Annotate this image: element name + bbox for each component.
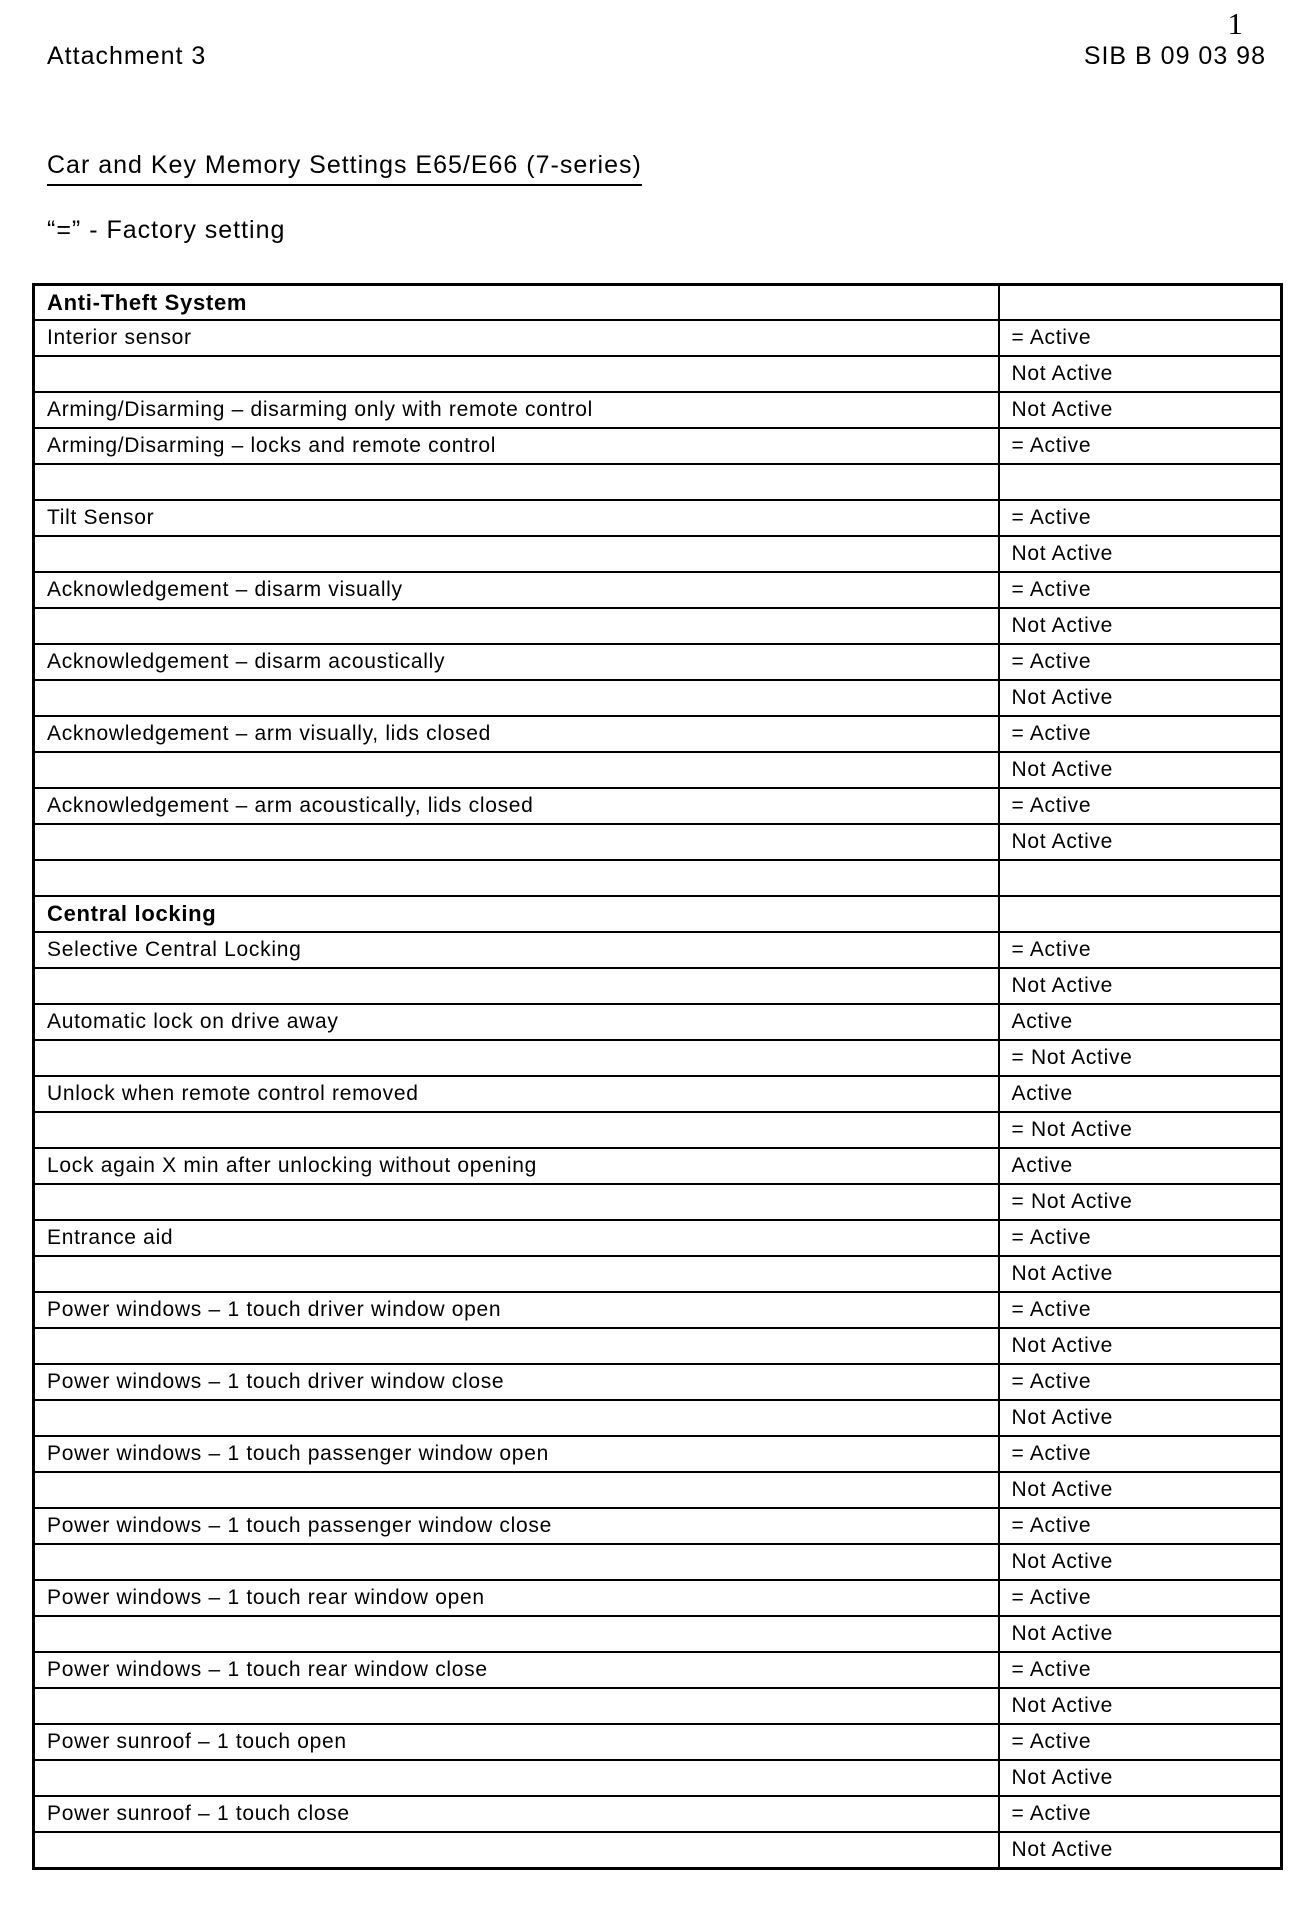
setting-label: Acknowledgement – disarm visually [34,572,999,608]
setting-row [34,536,1282,572]
setting-label: Power windows – 1 touch rear window close [34,1652,999,1688]
setting-value: Not Active [999,356,1282,392]
setting-row [34,1508,1282,1544]
setting-value: Not Active [999,1328,1282,1364]
setting-row [34,572,1282,608]
setting-label [34,1400,999,1436]
setting-value: = Active [999,320,1282,356]
setting-label [34,608,999,644]
setting-label [34,464,999,500]
section-header-row [34,284,1282,320]
setting-row [34,428,1282,464]
setting-row [34,752,1282,788]
setting-label: Selective Central Locking [34,932,999,968]
setting-row [34,356,1282,392]
setting-value: Not Active [999,752,1282,788]
setting-row [34,1004,1282,1040]
setting-label [34,536,999,572]
setting-row [34,500,1282,536]
setting-row [34,1184,1282,1220]
setting-row [34,464,1282,500]
setting-value: Not Active [999,536,1282,572]
setting-row [34,644,1282,680]
setting-row [34,824,1282,860]
setting-label: Lock again X min after unlocking without opening [34,1148,999,1184]
setting-value: = Active [999,1580,1282,1616]
setting-label: Unlock when remote control removed [34,1076,999,1112]
setting-row [34,1652,1282,1688]
setting-value: = Active [999,644,1282,680]
setting-value: Not Active [999,1472,1282,1508]
setting-row [34,968,1282,1004]
document-header [47,42,1266,71]
setting-value: = Active [999,500,1282,536]
setting-value: = Active [999,1364,1282,1400]
settings-table-body [34,284,1282,1868]
attachment-label: Attachment 3 [47,42,207,70]
setting-label [34,752,999,788]
setting-value [999,284,1282,320]
setting-value: Not Active [999,1544,1282,1580]
setting-label [34,1184,999,1220]
setting-row [34,1472,1282,1508]
setting-value: Not Active [999,1400,1282,1436]
setting-value [999,896,1282,932]
setting-row [34,1076,1282,1112]
setting-label [34,860,999,896]
setting-value: Not Active [999,1832,1282,1868]
setting-value: = Active [999,1724,1282,1760]
setting-value: Not Active [999,608,1282,644]
setting-label: Power windows – 1 touch passenger window open [34,1436,999,1472]
setting-value: = Active [999,428,1282,464]
setting-label: Acknowledgement – arm visually, lids closed [34,716,999,752]
setting-row [34,1112,1282,1148]
factory-setting-legend: “=” - Factory setting [47,215,286,244]
setting-label: Entrance aid [34,1220,999,1256]
setting-label: Automatic lock on drive away [34,1004,999,1040]
setting-value: Not Active [999,968,1282,1004]
setting-label: Arming/Disarming – locks and remote control [34,428,999,464]
setting-row [34,1292,1282,1328]
setting-value: = Not Active [999,1184,1282,1220]
setting-row [34,1364,1282,1400]
setting-label [34,1256,999,1292]
setting-label [34,1544,999,1580]
setting-value: = Active [999,1652,1282,1688]
setting-value: = Not Active [999,1040,1282,1076]
setting-label [34,1616,999,1652]
setting-row [34,608,1282,644]
setting-label [34,356,999,392]
setting-value: Active [999,1004,1282,1040]
setting-row [34,1688,1282,1724]
setting-row [34,1256,1282,1292]
setting-label [34,1760,999,1796]
section-header-row [34,896,1282,932]
setting-value: Not Active [999,680,1282,716]
setting-label: Tilt Sensor [34,500,999,536]
section-title: Anti-Theft System [34,284,999,320]
setting-value: Not Active [999,824,1282,860]
setting-value: Not Active [999,1256,1282,1292]
setting-label: Power windows – 1 touch driver window open [34,1292,999,1328]
setting-label: Interior sensor [34,320,999,356]
setting-value: = Active [999,572,1282,608]
setting-label [34,1688,999,1724]
setting-label: Acknowledgement – arm acoustically, lids closed [34,788,999,824]
setting-label [34,680,999,716]
setting-label: Power windows – 1 touch driver window close [34,1364,999,1400]
setting-value: = Active [999,1508,1282,1544]
setting-value: Active [999,1076,1282,1112]
setting-value: Not Active [999,1760,1282,1796]
setting-row [34,1760,1282,1796]
setting-row [34,860,1282,896]
settings-table [32,283,1283,1870]
setting-label: Power sunroof – 1 touch open [34,1724,999,1760]
setting-value [999,860,1282,896]
setting-label: Arming/Disarming – disarming only with remote control [34,392,999,428]
setting-value: Not Active [999,1688,1282,1724]
page-number: 1 [1227,6,1243,41]
setting-label: Power sunroof – 1 touch close [34,1796,999,1832]
setting-row [34,1616,1282,1652]
setting-value: Not Active [999,392,1282,428]
setting-label [34,1472,999,1508]
sib-reference: SIB B 09 03 98 [1083,42,1266,70]
setting-value: = Active [999,1292,1282,1328]
setting-row [34,1796,1282,1832]
setting-label: Power windows – 1 touch rear window open [34,1580,999,1616]
setting-row [34,1436,1282,1472]
setting-value: Not Active [999,1616,1282,1652]
setting-value: = Not Active [999,1112,1282,1148]
setting-row [34,1040,1282,1076]
setting-row [34,320,1282,356]
setting-label [34,1328,999,1364]
setting-row [34,1544,1282,1580]
setting-label [34,1112,999,1148]
setting-row [34,716,1282,752]
setting-row [34,788,1282,824]
setting-label: Acknowledgement – disarm acoustically [34,644,999,680]
setting-label [34,968,999,1004]
setting-row [34,1400,1282,1436]
setting-row [34,1724,1282,1760]
setting-row [34,1328,1282,1364]
setting-row [34,932,1282,968]
setting-label [34,824,999,860]
setting-value: = Active [999,1220,1282,1256]
setting-label [34,1040,999,1076]
setting-row [34,1832,1282,1868]
document-title-wrap [47,151,1312,186]
setting-value [999,464,1282,500]
setting-row [34,680,1282,716]
setting-value: = Active [999,1436,1282,1472]
setting-value: Active [999,1148,1282,1184]
setting-label [34,1832,999,1868]
setting-row [34,1580,1282,1616]
section-title: Central locking [34,896,999,932]
setting-label: Power windows – 1 touch passenger window close [34,1508,999,1544]
document-title: Car and Key Memory Settings E65/E66 (7-series) [47,151,642,186]
setting-row [34,1220,1282,1256]
setting-value: = Active [999,788,1282,824]
setting-value: = Active [999,1796,1282,1832]
setting-row [34,1148,1282,1184]
setting-row [34,392,1282,428]
setting-value: = Active [999,932,1282,968]
setting-value: = Active [999,716,1282,752]
